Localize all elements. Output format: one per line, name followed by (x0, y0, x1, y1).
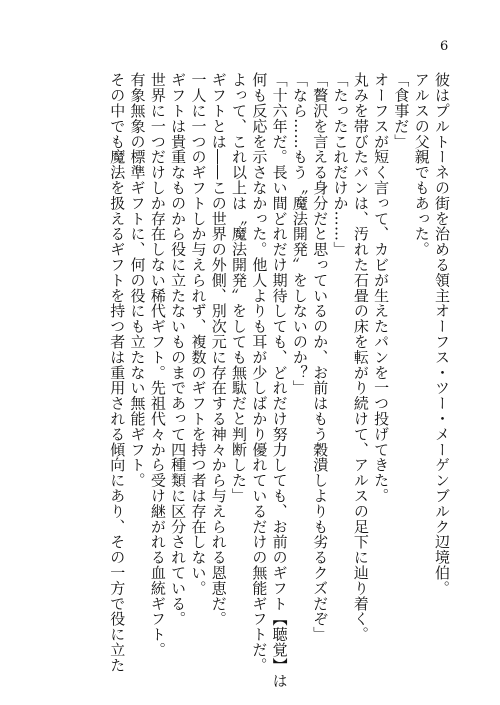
text-line: 彼はプルトーネの街を治める領主オーフス・ツー・メーゲンブルク辺境伯。 (433, 72, 451, 596)
text-line: 何も反応を示さなかった。他人よりも耳が少しばかり優れているだけの無能ギフトだ。 (250, 72, 269, 673)
text-line: ギフトは貴重なものから役に立たないものまであって四種類に区分されている。 (169, 72, 188, 627)
text-line: 「十六年だ。長い間どれだけ期待しても、どれだけ努力しても、お前のギフト【聴覚】は (270, 72, 289, 688)
text-line: オーフスが短く言って、カビが生えたパンを一つ投げてきた。 (372, 72, 391, 504)
text-line: 「贅沢を言える身分だと思っているのか、お前はもう穀潰しよりも劣るクズだぞ」 (311, 72, 330, 642)
text-line: 「なら……もう〝魔法開発〟をしないのか？」 (290, 72, 309, 396)
text-line: 有象無象の標準ギフトに、何の役にも立たない無能ギフト。 (128, 72, 147, 488)
text-line: 一人に一つのギフトしか与えられず、複数のギフトを持つ者は存在しない。 (189, 72, 208, 596)
text-line: ギフトとは――この世界の外側、別次元に存在する神々から与えられる恩恵だ。 (209, 72, 228, 627)
text-line: 丸みを帯びたパンは、汚れた石畳の床を転がり続けて、アルスの足下に辿り着く。 (351, 72, 370, 642)
text-line: 「たったこれだけか……」 (331, 72, 350, 257)
text-line: 世界に一つだけしか存在しない稀代ギフト。先祖代々から受け継がれる血統ギフト。 (148, 72, 167, 658)
text-line: その中でも魔法を扱えるギフトを持つ者は重用される傾向にあり、その一方で役に立た (108, 72, 127, 673)
text-block (32, 72, 452, 692)
text-line: アルスの父親でもあった。 (412, 72, 431, 257)
text-line: 「食事だ」 (392, 72, 411, 149)
page-number: 6 (440, 39, 449, 54)
text-line: よって、これ以上は〝魔法開発〟をしても無駄だと判断した」 (230, 72, 249, 504)
